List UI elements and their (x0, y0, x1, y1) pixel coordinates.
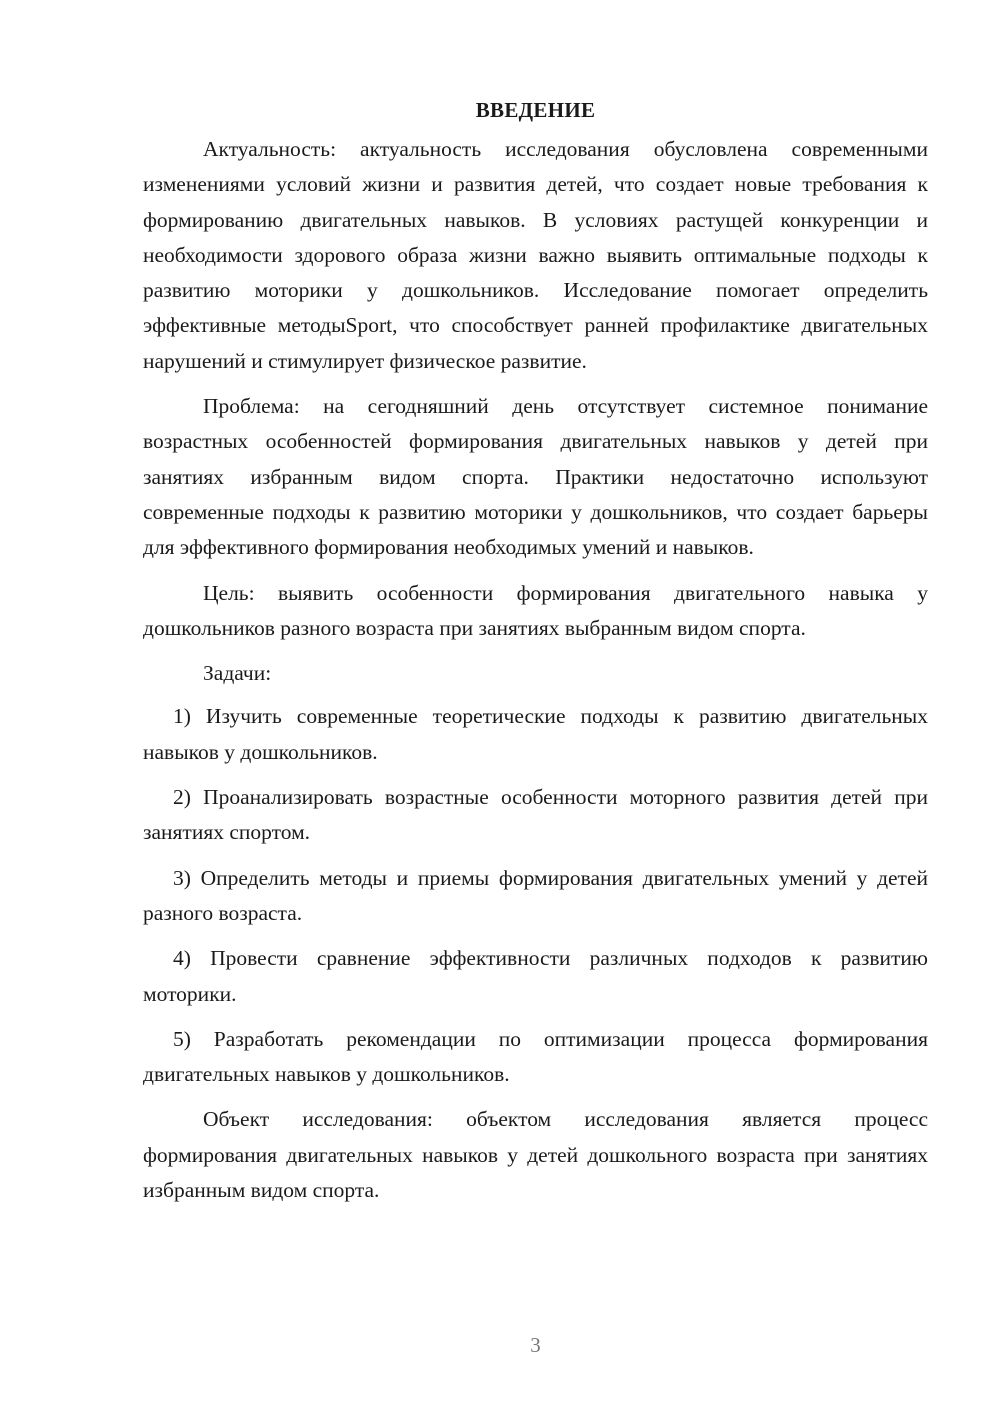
task-item-1: 1) Изучить современные теоретические подходы к развитию двигательных навыков у дошкольников. (143, 704, 928, 764)
task-item-4: 4) Провести сравнение эффективности различных подходов к развитию моторики. (143, 946, 928, 1006)
task-item-2: 2) Проанализировать возрастные особенности моторного развития детей при занятиях спортом. (143, 785, 928, 845)
task-item-3: 3) Определить методы и приемы формирования двигательных умений у детей разного возраста. (143, 865, 928, 925)
problem-paragraph: Проблема: на сегодняшний день отсутствует системное понимание возрастных особенностей формирования двигательных навыков у детей при занятиях избранным видом спорта. Практики недостаточно используют современные подходы к развитию моторики у дошкольников, что создает барьеры для эффективного формирования необходимых умений и навыков. (143, 394, 928, 560)
tasks-label: Задачи: (203, 661, 272, 686)
document-page (143, 93, 928, 1218)
page-number: 3 (530, 1333, 541, 1357)
relevance-paragraph: Актуальность: актуальность исследования обусловлена современными изменениями условий жизни и развития детей, что создает новые требования к формированию двигательных навыков. В условиях растущей конкуренции и необходимости здорового образа жизни важно выявить оптимальные подходы к развитию моторики у дошкольников. Исследование помогает определить эффективные методыSport, что способствует ранней профилактике двигательных нарушений и стимулирует физическое развитие. (143, 137, 928, 373)
object-paragraph: Объект исследования: объектом исследования является процесс формирования двигательных навыков у детей дошкольного возраста при занятиях избранным видом спорта. (143, 1107, 928, 1203)
goal-paragraph: Цель: выявить особенности формирования двигательного навыка у дошкольников разного возраста при занятиях выбранным видом спорта. (143, 580, 928, 640)
page-title: ВВЕДЕНИЕ (475, 98, 596, 122)
task-item-5: 5) Разработать рекомендации по оптимизации процесса формирования двигательных навыков у дошкольников. (143, 1026, 928, 1087)
